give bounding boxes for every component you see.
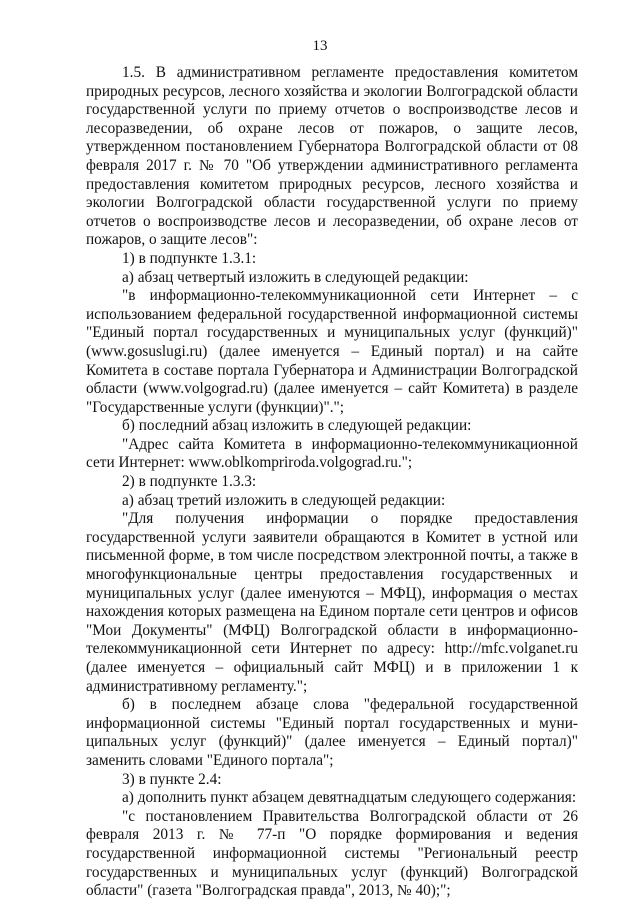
paragraph-subitem-2b: б) в последнем абзаце слова "федеральной государственной информационной системы "Единый портал государственных и муниципальных услуг (функций)" (далее именуется – Единый портал)" заменить словами "Единого портала"; <box>86 696 578 769</box>
paragraph-subitem-2: 2) в подпункте 1.3.3: <box>122 473 257 491</box>
paragraph-subitem-1a: а) абзац четвертый изложить в следующей редакции: <box>122 268 469 286</box>
page-number: 13 <box>312 38 328 54</box>
paragraph-quote-site-address: "Адрес сайта Комитета в информационно-телекоммуникационной сети Интернет: www.oblkompriroda.volgograd.ru."; <box>86 435 578 472</box>
paragraph-subitem-2a: а) абзац третий изложить в следующей редакции: <box>122 491 446 509</box>
paragraph-subitem-1: 1) в подпункте 1.3.1: <box>122 249 257 267</box>
paragraph-1-5-intro: 1.5. В административном регламенте предоставления комитетом природных ресурсов, лесного хозяйства и экологии Волгоградской области государственной услуги по приему отчетов о воспроизводстве лесов и лесоразведении, об охране лесов от пожаров, о защите лесов, утвержденном постановлением Губернатора Волгоградской области от 08 февраля 2017 г. № 70 "Об утверждении административного регламента предоставления комитетом природных ресурсов, лесного хозяйства и экологии Волгоградской области государственной услуги по приему отчетов о воспроизводстве лесов и лесоразведении, об охране лесов от пожаров, о защите лесов": <box>86 64 578 249</box>
paragraph-subitem-1b: б) последний абзац изложить в следующей редакции: <box>122 417 472 435</box>
paragraph-subitem-3: 3) в пункте 2.4: <box>122 770 222 788</box>
paragraph-quote-resolution: "с постановлением Правительства Волгоградской области от 26 февраля 2013 г. № 77-п "О порядке формирования и ведения государственной информационной системы "Региональный реестр государственных и муниципальных услуг (функций) Волгоградской области" (газета "Волгоградская правда", 2013, № 40);"; <box>86 807 578 900</box>
paragraph-subitem-3a: а) дополнить пункт абзацем девятнадцатым следующего содержания: <box>122 789 577 807</box>
document-body <box>86 64 578 901</box>
paragraph-quote-mfc: "Для получения информации о порядке предоставления государственной услуги заявители обращаются в Комитет в устной или письменной форме, в том числе посредством электронной почты, а также в многофункциональные центры предоставления государственных и муниципальных услуг (далее именуются – МФЦ), информация о местах нахождения которых размещена на Едином портале сети центров и офисов "Мои Документы" (МФЦ) Волгоградской области в информационно-телекоммуникационной сети Интернет по адресу: http://mfc.volganet.ru (далее именуется – официальный сайт МФЦ) и в приложении 1 к административному регламенту."; <box>86 510 578 695</box>
paragraph-quote-internet: "в информационно-телекоммуникационной сети Интернет – с использованием федеральной государственной информационной системы "Единый портал государственных и муниципальных услуг (функций)" (www.gosuslugi.ru) (далее именуется – Единый портал) и на сайте Комитета в составе портала Губернатора и Администрации Волгоградской области (www.volgograd.ru) (далее именуется – сайт Комитета) в разделе "Государственные услуги (функции)"."; <box>86 287 578 416</box>
